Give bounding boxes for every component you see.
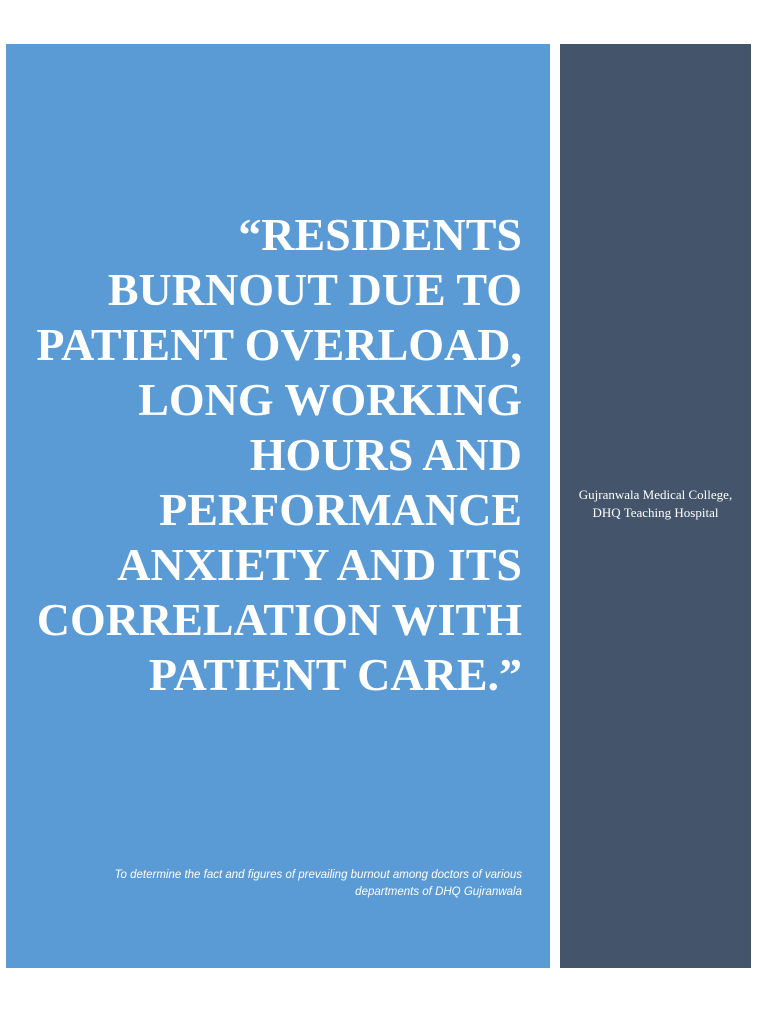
document-subtitle: To determine the fact and figures of prevailing burnout among doctors of various departments of DHQ Gujranwala: [114, 869, 522, 898]
institution-name: Gujranwala Medical College, DHQ Teaching Hospital: [578, 487, 733, 520]
document-title: “RESIDENTS BURNOUT DUE TO PATIENT OVERLOAD, LONG WORKING HOURS AND PERFORMANCE ANXIETY AND ITS CORRELATION WITH PATIENT CARE.”: [36, 209, 522, 700]
